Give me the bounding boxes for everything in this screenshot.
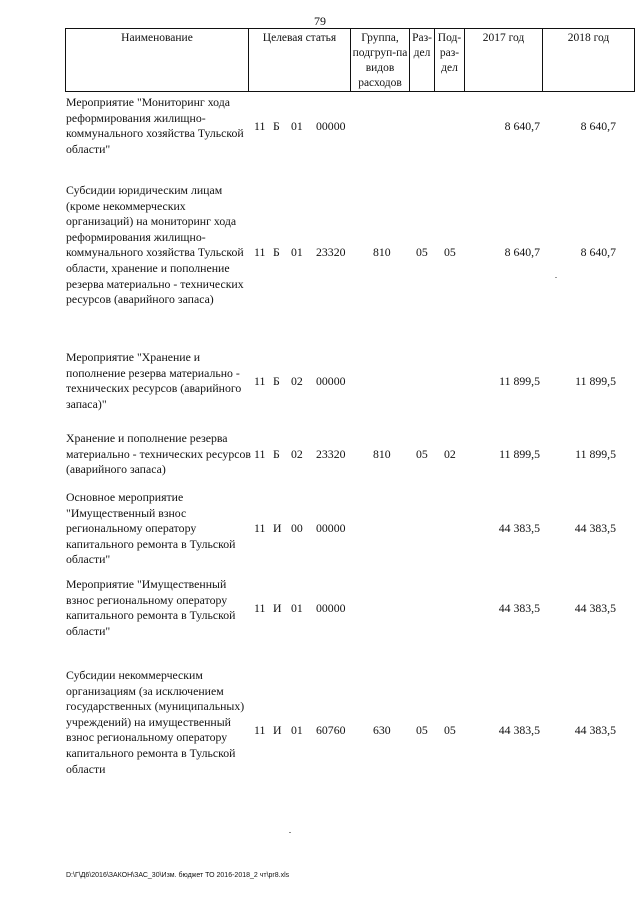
header-subsection-text: Под-раз-дел — [437, 32, 462, 74]
code-3: 02 — [291, 447, 303, 461]
subsection-code: 02 — [444, 447, 456, 461]
code-3: 02 — [291, 374, 303, 388]
value-2018: 44 383,5 — [574, 521, 616, 535]
value-2018: 44 383,5 — [574, 723, 616, 737]
code-1: 11 — [254, 723, 266, 737]
group-code: 810 — [373, 245, 391, 259]
page-number: 79 — [314, 14, 326, 28]
value-2017: 8 640,7 — [504, 245, 540, 259]
code-2: Б — [273, 245, 280, 259]
code-4: 00000 — [316, 119, 346, 133]
section-code: 05 — [416, 447, 428, 461]
group-code: 810 — [373, 447, 391, 461]
value-2017: 11 899,5 — [499, 374, 540, 388]
code-2: И — [273, 723, 282, 737]
code-1: 11 — [254, 447, 266, 461]
file-path-footer: D:\Г\Д6\2016\ЗАКОН\ЗАС_30\Изм. бюджет ТО 2016-2018_2 чт\pr8.xls — [66, 872, 290, 879]
header-target: Целевая статья — [248, 28, 350, 92]
code-1: 11 — [254, 374, 266, 388]
value-2018: 8 640,7 — [580, 245, 616, 259]
code-2: Б — [273, 119, 280, 133]
code-2: Б — [273, 374, 280, 388]
code-3: 01 — [291, 119, 303, 133]
code-4: 00000 — [316, 521, 346, 535]
row-name: Мероприятие "Мониторинг хода реформирования жилищно-коммунального хозяйства Тульской области" — [66, 95, 244, 156]
header-2018: 2018 год — [542, 28, 635, 92]
header-section — [409, 28, 434, 92]
subsection-code: 05 — [444, 723, 456, 737]
value-2018: 44 383,5 — [574, 601, 616, 615]
code-1: 11 — [254, 521, 266, 535]
value-2017: 44 383,5 — [498, 723, 540, 737]
header-name: Наименование — [65, 28, 248, 92]
code-3: 01 — [291, 601, 303, 615]
code-3: 00 — [291, 521, 303, 535]
table-header — [65, 28, 635, 92]
row-name: Мероприятие "Имущественный взнос региональному оператору капитального ремонта в Тульской области" — [66, 577, 236, 638]
scan-speck — [555, 277, 557, 278]
row-name: Основное мероприятие "Имущественный взнос региональному оператору капитального ремонта в Тульской области" — [66, 490, 236, 567]
section-code: 05 — [416, 245, 428, 259]
row-name: Субсидии юридическим лицам (кроме некоммерческих организаций) на мониторинг хода реформирования жилищно-коммунального хозяйства Тульской области, хранение и пополнение резерва материально - технических ресурсов (аварийного запаса) — [66, 183, 244, 307]
code-1: 11 — [254, 119, 266, 133]
value-2017: 44 383,5 — [498, 521, 540, 535]
code-2: И — [273, 601, 282, 615]
value-2018: 11 899,5 — [575, 374, 616, 388]
value-2017: 11 899,5 — [499, 447, 540, 461]
header-group — [350, 28, 409, 92]
row-name: Хранение и пополнение резерва материально - технических ресурсов (аварийного запаса) — [66, 431, 251, 477]
code-4: 00000 — [316, 374, 346, 388]
row-name: Субсидии некоммерческим организациям (за исключением государственных (муниципальных) учреждений) на имущественный взнос региональному оператору капитального ремонта в Тульской области — [66, 668, 245, 776]
header-group-text: Группа, подгруп-па видов расходов — [352, 32, 408, 89]
code-4: 00000 — [316, 601, 346, 615]
value-2018: 8 640,7 — [580, 119, 616, 133]
code-2: И — [273, 521, 282, 535]
code-4: 23320 — [316, 245, 346, 259]
header-section-text: Раз-дел — [412, 32, 432, 59]
code-4: 60760 — [316, 723, 346, 737]
code-2: Б — [273, 447, 280, 461]
group-code: 630 — [373, 723, 391, 737]
code-1: 11 — [254, 245, 266, 259]
value-2017: 44 383,5 — [498, 601, 540, 615]
scan-speck — [289, 832, 291, 833]
section-code: 05 — [416, 723, 428, 737]
code-1: 11 — [254, 601, 266, 615]
header-subsection — [434, 28, 464, 92]
row-name: Мероприятие "Хранение и пополнение резерва материально - технических ресурсов (аварийного запаса)" — [66, 350, 242, 411]
subsection-code: 05 — [444, 245, 456, 259]
code-3: 01 — [291, 723, 303, 737]
value-2017: 8 640,7 — [504, 119, 540, 133]
header-2017: 2017 год — [464, 28, 542, 92]
code-3: 01 — [291, 245, 303, 259]
code-4: 23320 — [316, 447, 346, 461]
value-2018: 11 899,5 — [575, 447, 616, 461]
